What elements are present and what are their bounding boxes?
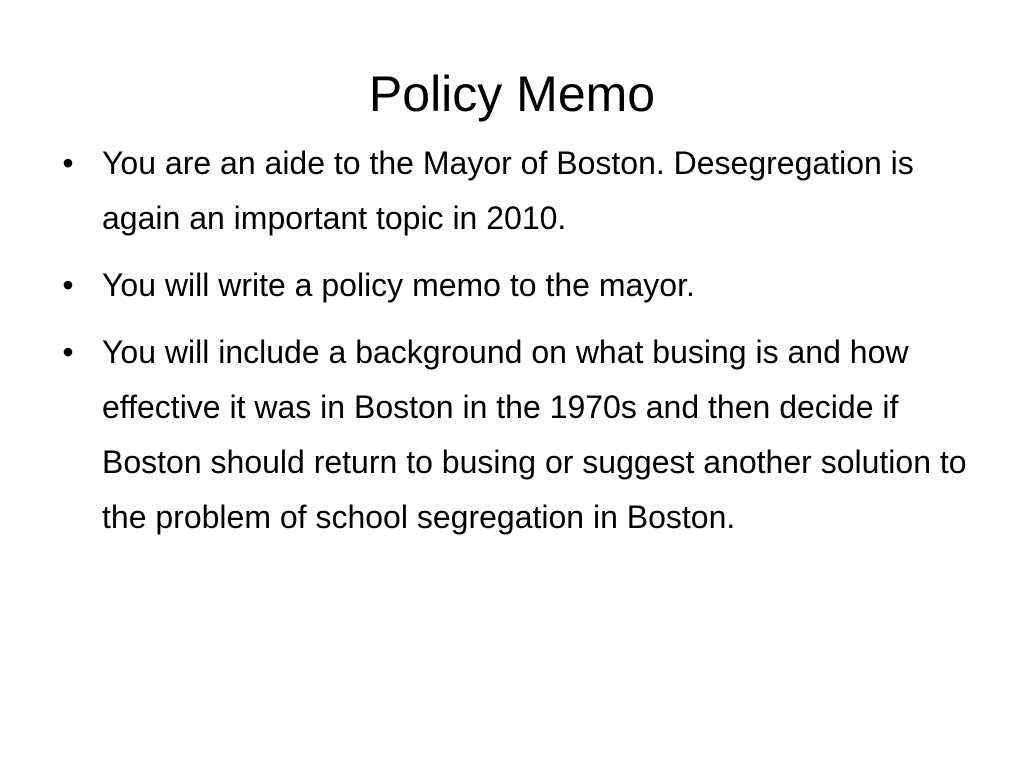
bullet-list	[56, 136, 976, 557]
bullet-text: You will write a policy memo to the mayor.	[102, 267, 695, 303]
bullet-item	[56, 258, 976, 313]
bullet-text: You are an aide to the Mayor of Boston. Desegregation is again an important topic in 2010.	[102, 145, 914, 236]
bullet-icon: •	[62, 267, 74, 303]
bullet-icon: •	[62, 145, 74, 181]
slide-title: Policy Memo	[368, 66, 656, 122]
bullet-item	[56, 325, 976, 545]
bullet-icon: •	[62, 334, 74, 370]
bullet-text: You will include a background on what busing is and how effective it was in Boston in the 1970s and then decide if Boston should return to busing or suggest another solution to the problem of school segregation in Boston.	[102, 334, 967, 535]
bullet-item	[56, 136, 976, 246]
